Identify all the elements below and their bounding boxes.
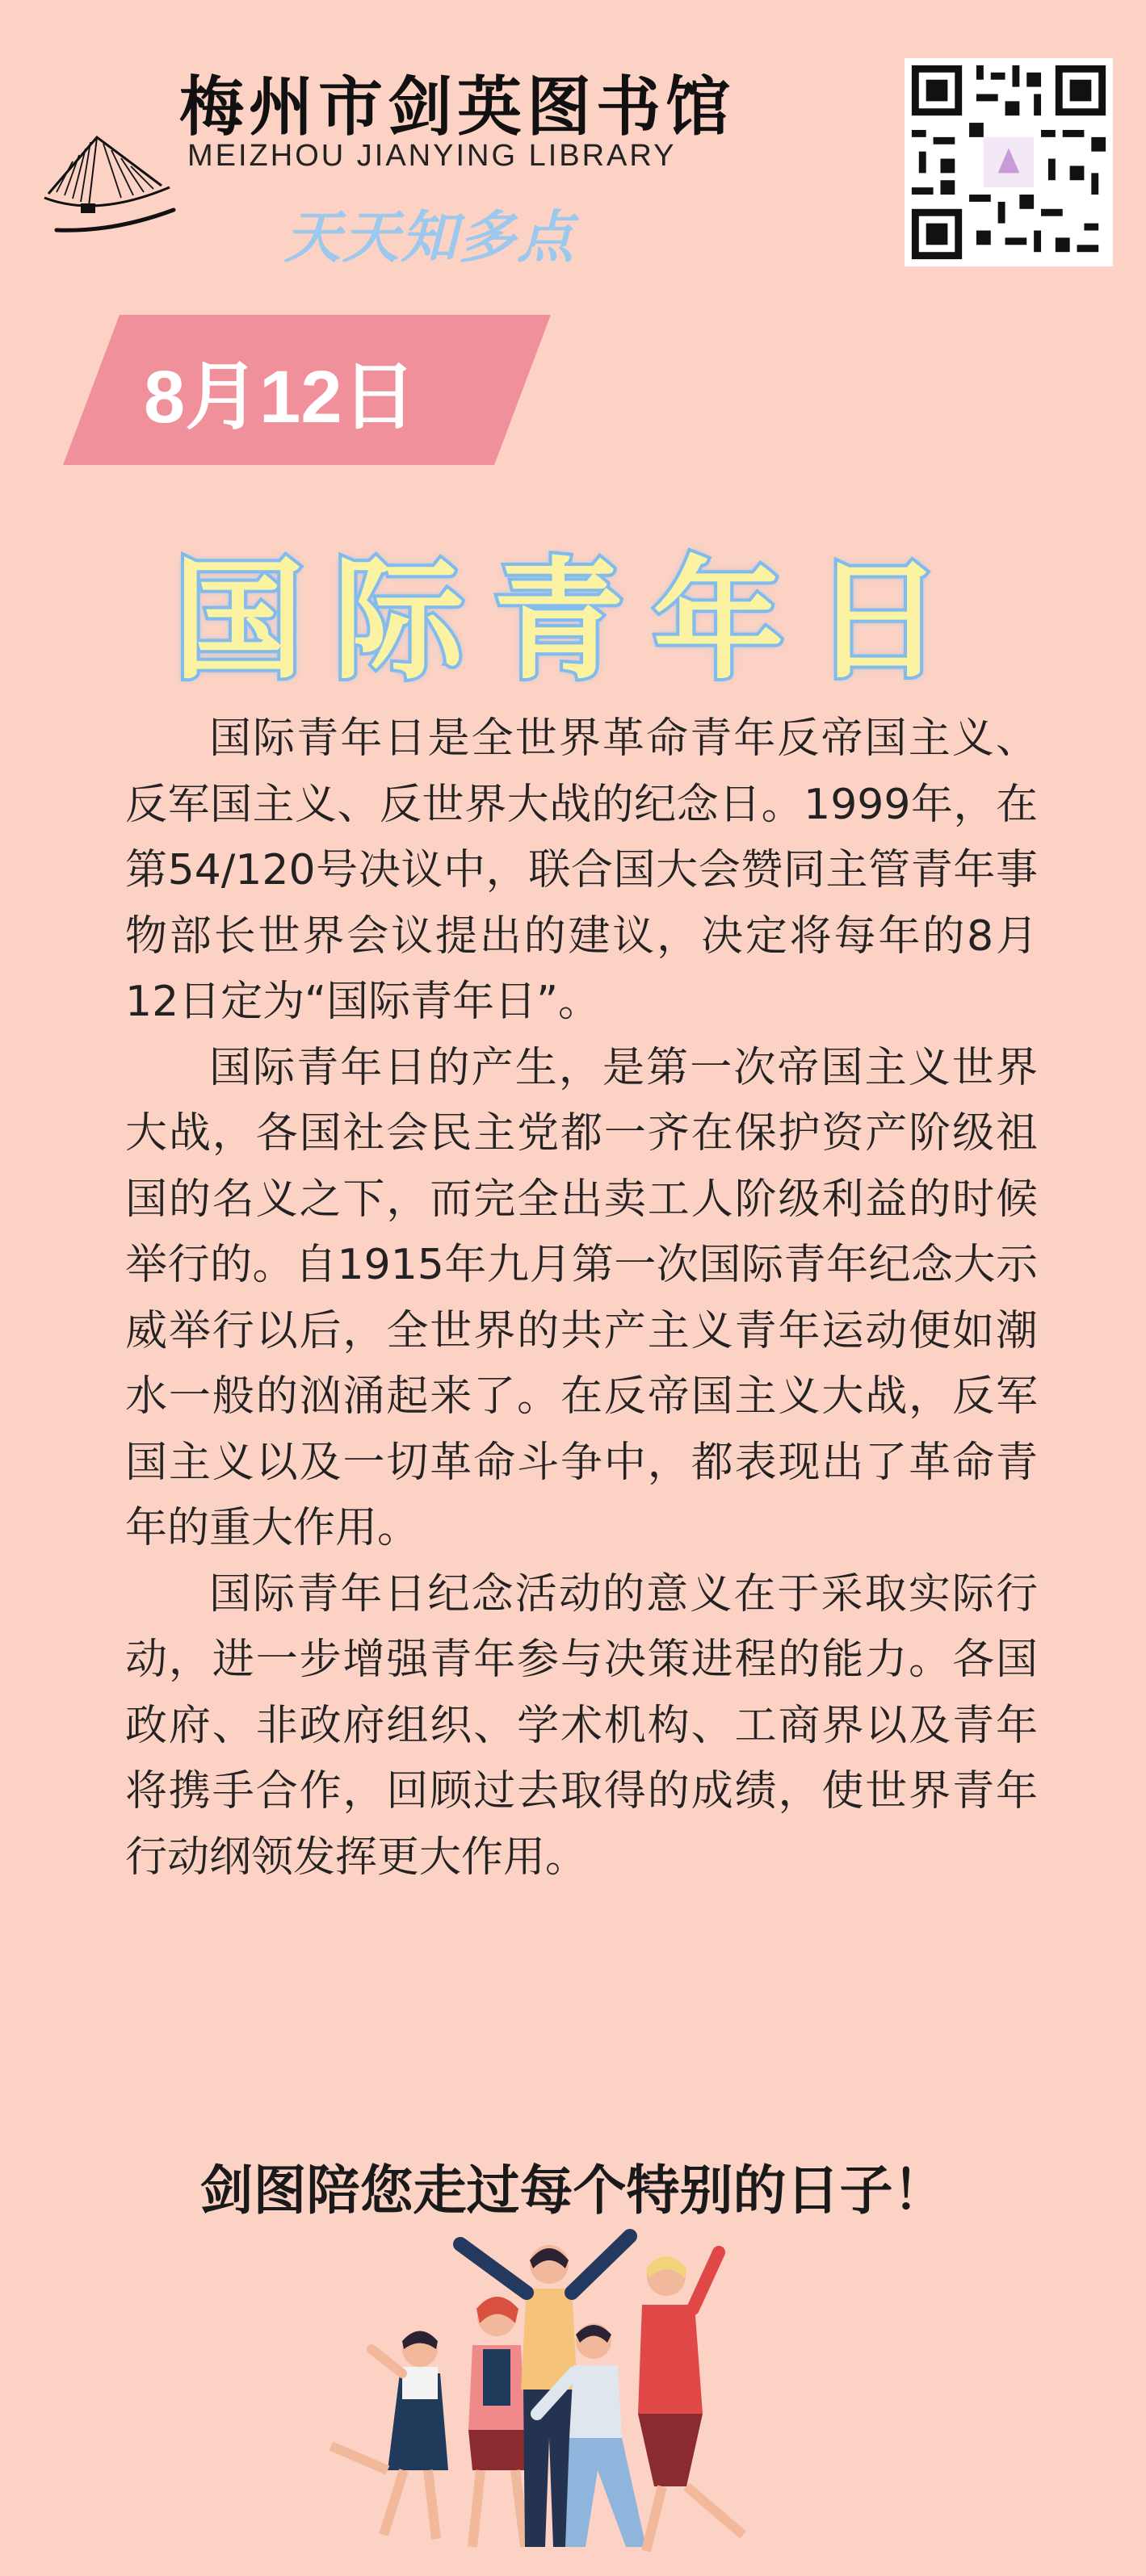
paragraph-1: 国际青年日是全世界革命青年反帝国主义、反军国主义、反世界大战的纪念日。1999年，在第54/120号决议中，联合国大会赞同主管青年事物部长世界会议提出的建议，决定将每年的8月12日定为“国际青年日”。 [125,714,1038,1026]
paragraph-2: 国际青年日的产生，是第一次帝国主义世界大战，各国社会民主党都一齐在保护资产阶级祖国的名义之下，而完全出卖工人阶级利益的时候举行的。自1915年九月第一次国际青年纪念大示威举行以后，全世界的共产主义青年运动便如潮水一般的汹涌起来了。在反帝国主义大战，反军国主义以及一切革命斗争中，都表现出了革命青年的重大作用。 [125,1043,1038,1552]
person-icon [468,2297,529,2547]
library-name-chinese: 梅州市剑英图书馆 [179,69,735,145]
closing-slogan: 剑图陪您走过每个特别的日子！ [199,2159,947,2222]
slogan: 天天知多点 [284,204,575,270]
person-icon [331,2331,448,2540]
qr-code-icon [905,58,1113,266]
person-icon [638,2252,743,2551]
article-body [125,706,1038,1891]
date-label: 8月12日 [144,356,417,438]
library-logo-icon [40,129,178,242]
celebrating-people-illustration [307,2228,808,2567]
paragraph-3: 国际青年日纪念活动的意义在于采取实际行动，进一步增强青年参与决策进程的能力。各国政府、非政府组织、学术机构、工商界以及青年将携手合作，回顾过去取得的成绩，使世界青年行动纲领发挥更大作用。 [125,1569,1038,1882]
page-title: 国际青年日 [173,544,973,697]
library-name-english: MEIZHOU JIANYING LIBRARY [187,139,677,173]
